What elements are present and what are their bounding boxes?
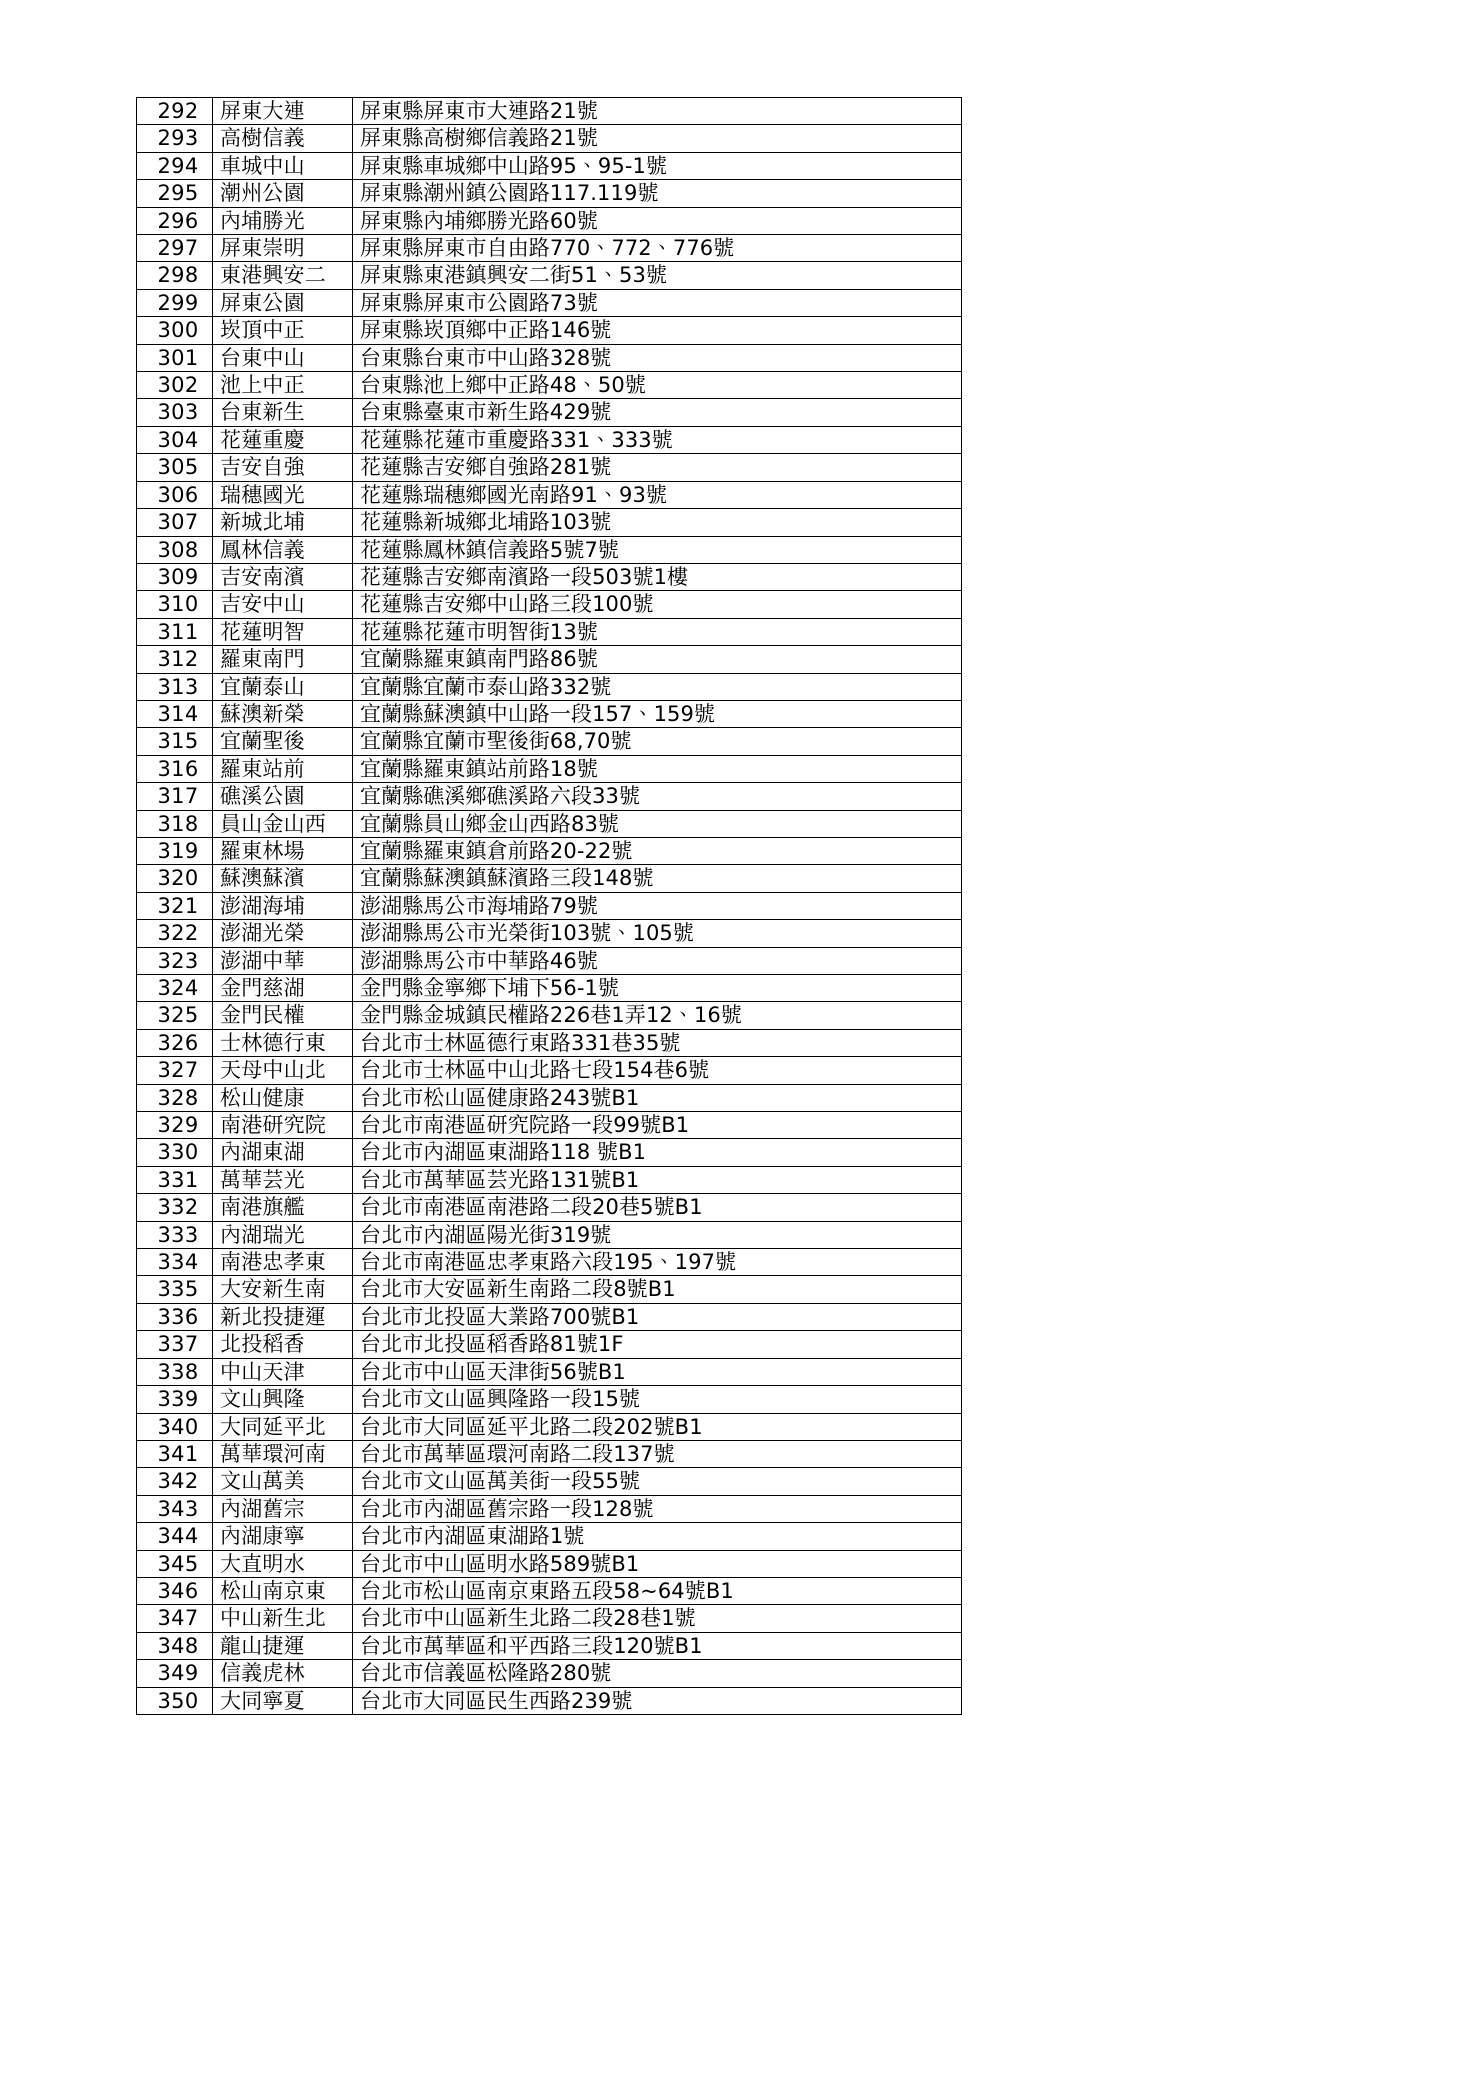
table-row bbox=[137, 1029, 962, 1056]
table-row bbox=[137, 1440, 962, 1467]
row-number-cell: 334 bbox=[137, 1249, 213, 1276]
store-address-cell: 台北市信義區松隆路280號 bbox=[353, 1660, 962, 1687]
store-name-cell: 內湖瑞光 bbox=[213, 1221, 353, 1248]
store-name-cell: 瑞穗國光 bbox=[213, 481, 353, 508]
store-address-cell: 台北市中山區新生北路二段28巷1號 bbox=[353, 1605, 962, 1632]
store-name-cell: 南港旗艦 bbox=[213, 1194, 353, 1221]
store-name-cell: 松山南京東 bbox=[213, 1577, 353, 1604]
table-row bbox=[137, 152, 962, 179]
row-number-cell: 309 bbox=[137, 563, 213, 590]
store-address-cell: 台北市士林區中山北路七段154巷6號 bbox=[353, 1057, 962, 1084]
store-name-cell: 宜蘭泰山 bbox=[213, 673, 353, 700]
store-address-cell: 台東縣池上鄉中正路48、50號 bbox=[353, 372, 962, 399]
table-row bbox=[137, 1331, 962, 1358]
store-name-cell: 車城中山 bbox=[213, 152, 353, 179]
table-row bbox=[137, 481, 962, 508]
store-address-cell: 台東縣台東市中山路328號 bbox=[353, 344, 962, 371]
row-number-cell: 311 bbox=[137, 618, 213, 645]
store-name-cell: 內湖東湖 bbox=[213, 1139, 353, 1166]
store-name-cell: 澎湖光榮 bbox=[213, 920, 353, 947]
store-address-cell: 花蓮縣吉安鄉南濱路一段503號1樓 bbox=[353, 563, 962, 590]
store-name-cell: 蘇澳新榮 bbox=[213, 700, 353, 727]
row-number-cell: 349 bbox=[137, 1660, 213, 1687]
table-row bbox=[137, 426, 962, 453]
store-address-cell: 台北市文山區萬美街一段55號 bbox=[353, 1468, 962, 1495]
row-number-cell: 302 bbox=[137, 372, 213, 399]
store-address-cell: 台北市大安區新生南路二段8號B1 bbox=[353, 1276, 962, 1303]
store-address-cell: 台北市文山區興隆路一段15號 bbox=[353, 1386, 962, 1413]
store-name-cell: 吉安自強 bbox=[213, 454, 353, 481]
table-row bbox=[137, 399, 962, 426]
table-row bbox=[137, 1057, 962, 1084]
row-number-cell: 333 bbox=[137, 1221, 213, 1248]
store-address-cell: 宜蘭縣宜蘭市泰山路332號 bbox=[353, 673, 962, 700]
store-name-cell: 信義虎林 bbox=[213, 1660, 353, 1687]
store-address-cell: 澎湖縣馬公市中華路46號 bbox=[353, 947, 962, 974]
row-number-cell: 292 bbox=[137, 98, 213, 125]
store-name-cell: 東港興安二 bbox=[213, 262, 353, 289]
row-number-cell: 339 bbox=[137, 1386, 213, 1413]
row-number-cell: 320 bbox=[137, 865, 213, 892]
row-number-cell: 346 bbox=[137, 1577, 213, 1604]
store-address-cell: 台北市松山區健康路243號B1 bbox=[353, 1084, 962, 1111]
table-row bbox=[137, 1002, 962, 1029]
table-row bbox=[137, 755, 962, 782]
row-number-cell: 342 bbox=[137, 1468, 213, 1495]
store-name-cell: 吉安中山 bbox=[213, 591, 353, 618]
store-address-cell: 金門縣金城鎮民權路226巷1弄12、16號 bbox=[353, 1002, 962, 1029]
row-number-cell: 319 bbox=[137, 837, 213, 864]
store-name-cell: 羅東林場 bbox=[213, 837, 353, 864]
row-number-cell: 337 bbox=[137, 1331, 213, 1358]
row-number-cell: 304 bbox=[137, 426, 213, 453]
store-address-cell: 台北市南港區研究院路一段99號B1 bbox=[353, 1112, 962, 1139]
store-name-cell: 台東中山 bbox=[213, 344, 353, 371]
store-name-cell: 蘇澳蘇濱 bbox=[213, 865, 353, 892]
table-row bbox=[137, 207, 962, 234]
table-row bbox=[137, 1660, 962, 1687]
table-row bbox=[137, 317, 962, 344]
store-name-cell: 士林德行東 bbox=[213, 1029, 353, 1056]
store-location-table bbox=[136, 97, 962, 1715]
store-name-cell: 高樹信義 bbox=[213, 125, 353, 152]
table-row bbox=[137, 865, 962, 892]
row-number-cell: 306 bbox=[137, 481, 213, 508]
store-address-cell: 澎湖縣馬公市海埔路79號 bbox=[353, 892, 962, 919]
table-row bbox=[137, 1687, 962, 1714]
row-number-cell: 321 bbox=[137, 892, 213, 919]
row-number-cell: 329 bbox=[137, 1112, 213, 1139]
store-address-cell: 宜蘭縣礁溪鄉礁溪路六段33號 bbox=[353, 783, 962, 810]
row-number-cell: 303 bbox=[137, 399, 213, 426]
row-number-cell: 315 bbox=[137, 728, 213, 755]
store-address-cell: 台北市萬華區芸光路131號B1 bbox=[353, 1166, 962, 1193]
store-address-cell: 宜蘭縣羅東鎮倉前路20-22號 bbox=[353, 837, 962, 864]
table-row bbox=[137, 673, 962, 700]
row-number-cell: 308 bbox=[137, 536, 213, 563]
row-number-cell: 338 bbox=[137, 1358, 213, 1385]
row-number-cell: 348 bbox=[137, 1632, 213, 1659]
store-address-cell: 屏東縣內埔鄉勝光路60號 bbox=[353, 207, 962, 234]
row-number-cell: 330 bbox=[137, 1139, 213, 1166]
store-address-cell: 花蓮縣鳳林鎮信義路5號7號 bbox=[353, 536, 962, 563]
store-name-cell: 澎湖海埔 bbox=[213, 892, 353, 919]
row-number-cell: 300 bbox=[137, 317, 213, 344]
store-address-cell: 台北市松山區南京東路五段58~64號B1 bbox=[353, 1577, 962, 1604]
row-number-cell: 327 bbox=[137, 1057, 213, 1084]
table-row bbox=[137, 1577, 962, 1604]
row-number-cell: 314 bbox=[137, 700, 213, 727]
table-row bbox=[137, 509, 962, 536]
table-row bbox=[137, 591, 962, 618]
row-number-cell: 294 bbox=[137, 152, 213, 179]
table-row bbox=[137, 783, 962, 810]
table-row bbox=[137, 1413, 962, 1440]
row-number-cell: 332 bbox=[137, 1194, 213, 1221]
store-name-cell: 鳳林信義 bbox=[213, 536, 353, 563]
store-address-cell: 台北市萬華區環河南路二段137號 bbox=[353, 1440, 962, 1467]
table-row bbox=[137, 728, 962, 755]
row-number-cell: 295 bbox=[137, 180, 213, 207]
store-name-cell: 內湖康寧 bbox=[213, 1523, 353, 1550]
table-row bbox=[137, 1550, 962, 1577]
table-row bbox=[137, 235, 962, 262]
table-row bbox=[137, 1276, 962, 1303]
table-row bbox=[137, 1468, 962, 1495]
store-address-cell: 屏東縣潮州鎮公園路117.119號 bbox=[353, 180, 962, 207]
table-row bbox=[137, 1249, 962, 1276]
store-name-cell: 大直明水 bbox=[213, 1550, 353, 1577]
store-address-cell: 花蓮縣吉安鄉中山路三段100號 bbox=[353, 591, 962, 618]
store-address-cell: 花蓮縣瑞穗鄉國光南路91、93號 bbox=[353, 481, 962, 508]
store-name-cell: 文山興隆 bbox=[213, 1386, 353, 1413]
store-address-cell: 台北市北投區稻香路81號1F bbox=[353, 1331, 962, 1358]
store-name-cell: 宜蘭聖後 bbox=[213, 728, 353, 755]
store-address-cell: 台北市大同區民生西路239號 bbox=[353, 1687, 962, 1714]
row-number-cell: 340 bbox=[137, 1413, 213, 1440]
store-address-cell: 宜蘭縣羅東鎮南門路86號 bbox=[353, 646, 962, 673]
store-name-cell: 新北投捷運 bbox=[213, 1303, 353, 1330]
table-row bbox=[137, 125, 962, 152]
store-name-cell: 崁頂中正 bbox=[213, 317, 353, 344]
row-number-cell: 325 bbox=[137, 1002, 213, 1029]
table-row bbox=[137, 920, 962, 947]
table-row bbox=[137, 1221, 962, 1248]
store-address-cell: 金門縣金寧鄉下埔下56-1號 bbox=[353, 975, 962, 1002]
table-row bbox=[137, 98, 962, 125]
table-row bbox=[137, 563, 962, 590]
row-number-cell: 341 bbox=[137, 1440, 213, 1467]
store-name-cell: 金門慈湖 bbox=[213, 975, 353, 1002]
store-name-cell: 萬華芸光 bbox=[213, 1166, 353, 1193]
table-row bbox=[137, 1112, 962, 1139]
store-name-cell: 澎湖中華 bbox=[213, 947, 353, 974]
store-address-cell: 台北市內湖區東湖路1號 bbox=[353, 1523, 962, 1550]
store-name-cell: 新城北埔 bbox=[213, 509, 353, 536]
table-row bbox=[137, 837, 962, 864]
store-name-cell: 金門民權 bbox=[213, 1002, 353, 1029]
store-name-cell: 屏東公園 bbox=[213, 289, 353, 316]
row-number-cell: 326 bbox=[137, 1029, 213, 1056]
store-address-cell: 花蓮縣花蓮市重慶路331、333號 bbox=[353, 426, 962, 453]
table-row bbox=[137, 1139, 962, 1166]
row-number-cell: 299 bbox=[137, 289, 213, 316]
store-name-cell: 羅東站前 bbox=[213, 755, 353, 782]
store-address-cell: 宜蘭縣宜蘭市聖後街68,70號 bbox=[353, 728, 962, 755]
store-name-cell: 屏東大連 bbox=[213, 98, 353, 125]
row-number-cell: 322 bbox=[137, 920, 213, 947]
store-name-cell: 松山健康 bbox=[213, 1084, 353, 1111]
store-address-cell: 台北市內湖區東湖路118 號B1 bbox=[353, 1139, 962, 1166]
row-number-cell: 323 bbox=[137, 947, 213, 974]
store-name-cell: 潮州公園 bbox=[213, 180, 353, 207]
store-address-cell: 屏東縣屏東市自由路770、772、776號 bbox=[353, 235, 962, 262]
store-name-cell: 台東新生 bbox=[213, 399, 353, 426]
store-address-cell: 花蓮縣吉安鄉自強路281號 bbox=[353, 454, 962, 481]
row-number-cell: 307 bbox=[137, 509, 213, 536]
table-row bbox=[137, 975, 962, 1002]
store-address-cell: 台北市北投區大業路700號B1 bbox=[353, 1303, 962, 1330]
row-number-cell: 345 bbox=[137, 1550, 213, 1577]
store-address-cell: 宜蘭縣羅東鎮站前路18號 bbox=[353, 755, 962, 782]
row-number-cell: 293 bbox=[137, 125, 213, 152]
store-address-cell: 台北市南港區忠孝東路六段195、197號 bbox=[353, 1249, 962, 1276]
store-name-cell: 員山金山西 bbox=[213, 810, 353, 837]
row-number-cell: 350 bbox=[137, 1687, 213, 1714]
table-row bbox=[137, 180, 962, 207]
row-number-cell: 298 bbox=[137, 262, 213, 289]
row-number-cell: 328 bbox=[137, 1084, 213, 1111]
row-number-cell: 344 bbox=[137, 1523, 213, 1550]
table-row bbox=[137, 700, 962, 727]
store-address-cell: 澎湖縣馬公市光榮街103號、105號 bbox=[353, 920, 962, 947]
table-row bbox=[137, 536, 962, 563]
store-address-cell: 台北市中山區天津街56號B1 bbox=[353, 1358, 962, 1385]
row-number-cell: 324 bbox=[137, 975, 213, 1002]
store-name-cell: 礁溪公園 bbox=[213, 783, 353, 810]
store-name-cell: 文山萬美 bbox=[213, 1468, 353, 1495]
store-name-cell: 羅東南門 bbox=[213, 646, 353, 673]
store-address-cell: 屏東縣車城鄉中山路95、95-1號 bbox=[353, 152, 962, 179]
store-name-cell: 吉安南濱 bbox=[213, 563, 353, 590]
store-address-cell: 台北市內湖區舊宗路一段128號 bbox=[353, 1495, 962, 1522]
store-address-cell: 宜蘭縣員山鄉金山西路83號 bbox=[353, 810, 962, 837]
row-number-cell: 343 bbox=[137, 1495, 213, 1522]
store-name-cell: 內埔勝光 bbox=[213, 207, 353, 234]
store-address-cell: 屏東縣高樹鄉信義路21號 bbox=[353, 125, 962, 152]
table-row bbox=[137, 1495, 962, 1522]
table-row bbox=[137, 618, 962, 645]
row-number-cell: 313 bbox=[137, 673, 213, 700]
store-address-cell: 屏東縣屏東市公園路73號 bbox=[353, 289, 962, 316]
row-number-cell: 331 bbox=[137, 1166, 213, 1193]
store-name-cell: 大同寧夏 bbox=[213, 1687, 353, 1714]
row-number-cell: 336 bbox=[137, 1303, 213, 1330]
store-name-cell: 北投稻香 bbox=[213, 1331, 353, 1358]
row-number-cell: 317 bbox=[137, 783, 213, 810]
table-row bbox=[137, 1605, 962, 1632]
table-row bbox=[137, 454, 962, 481]
store-name-cell: 中山天津 bbox=[213, 1358, 353, 1385]
store-address-cell: 花蓮縣新城鄉北埔路103號 bbox=[353, 509, 962, 536]
store-name-cell: 內湖舊宗 bbox=[213, 1495, 353, 1522]
table-row bbox=[137, 1303, 962, 1330]
store-name-cell: 天母中山北 bbox=[213, 1057, 353, 1084]
table-row bbox=[137, 947, 962, 974]
store-name-cell: 池上中正 bbox=[213, 372, 353, 399]
table-row bbox=[137, 262, 962, 289]
row-number-cell: 296 bbox=[137, 207, 213, 234]
store-address-cell: 屏東縣屏東市大連路21號 bbox=[353, 98, 962, 125]
table-row bbox=[137, 289, 962, 316]
row-number-cell: 318 bbox=[137, 810, 213, 837]
store-address-cell: 宜蘭縣蘇澳鎮蘇濱路三段148號 bbox=[353, 865, 962, 892]
store-name-cell: 南港忠孝東 bbox=[213, 1249, 353, 1276]
row-number-cell: 312 bbox=[137, 646, 213, 673]
store-name-cell: 屏東崇明 bbox=[213, 235, 353, 262]
store-address-cell: 屏東縣崁頂鄉中正路146號 bbox=[353, 317, 962, 344]
table-row bbox=[137, 1632, 962, 1659]
store-address-cell: 台東縣臺東市新生路429號 bbox=[353, 399, 962, 426]
row-number-cell: 310 bbox=[137, 591, 213, 618]
table-row bbox=[137, 1358, 962, 1385]
row-number-cell: 297 bbox=[137, 235, 213, 262]
table-row bbox=[137, 646, 962, 673]
table-row bbox=[137, 1386, 962, 1413]
table-row bbox=[137, 1523, 962, 1550]
table-row bbox=[137, 892, 962, 919]
table-row bbox=[137, 344, 962, 371]
table-row bbox=[137, 1084, 962, 1111]
table-row bbox=[137, 1194, 962, 1221]
store-address-cell: 台北市大同區延平北路二段202號B1 bbox=[353, 1413, 962, 1440]
store-address-cell: 花蓮縣花蓮市明智街13號 bbox=[353, 618, 962, 645]
store-name-cell: 花蓮重慶 bbox=[213, 426, 353, 453]
table-row bbox=[137, 1166, 962, 1193]
row-number-cell: 301 bbox=[137, 344, 213, 371]
store-address-cell: 屏東縣東港鎮興安二街51、53號 bbox=[353, 262, 962, 289]
store-address-cell: 台北市南港區南港路二段20巷5號B1 bbox=[353, 1194, 962, 1221]
store-address-cell: 台北市內湖區陽光街319號 bbox=[353, 1221, 962, 1248]
store-name-cell: 大同延平北 bbox=[213, 1413, 353, 1440]
store-address-cell: 台北市士林區德行東路331巷35號 bbox=[353, 1029, 962, 1056]
table-row bbox=[137, 810, 962, 837]
row-number-cell: 347 bbox=[137, 1605, 213, 1632]
store-address-cell: 台北市萬華區和平西路三段120號B1 bbox=[353, 1632, 962, 1659]
store-address-cell: 宜蘭縣蘇澳鎮中山路一段157、159號 bbox=[353, 700, 962, 727]
store-name-cell: 南港研究院 bbox=[213, 1112, 353, 1139]
store-name-cell: 花蓮明智 bbox=[213, 618, 353, 645]
store-address-cell: 台北市中山區明水路589號B1 bbox=[353, 1550, 962, 1577]
row-number-cell: 316 bbox=[137, 755, 213, 782]
store-name-cell: 中山新生北 bbox=[213, 1605, 353, 1632]
store-name-cell: 龍山捷運 bbox=[213, 1632, 353, 1659]
row-number-cell: 335 bbox=[137, 1276, 213, 1303]
table-row bbox=[137, 372, 962, 399]
store-name-cell: 大安新生南 bbox=[213, 1276, 353, 1303]
table-body bbox=[137, 98, 962, 1715]
store-name-cell: 萬華環河南 bbox=[213, 1440, 353, 1467]
row-number-cell: 305 bbox=[137, 454, 213, 481]
